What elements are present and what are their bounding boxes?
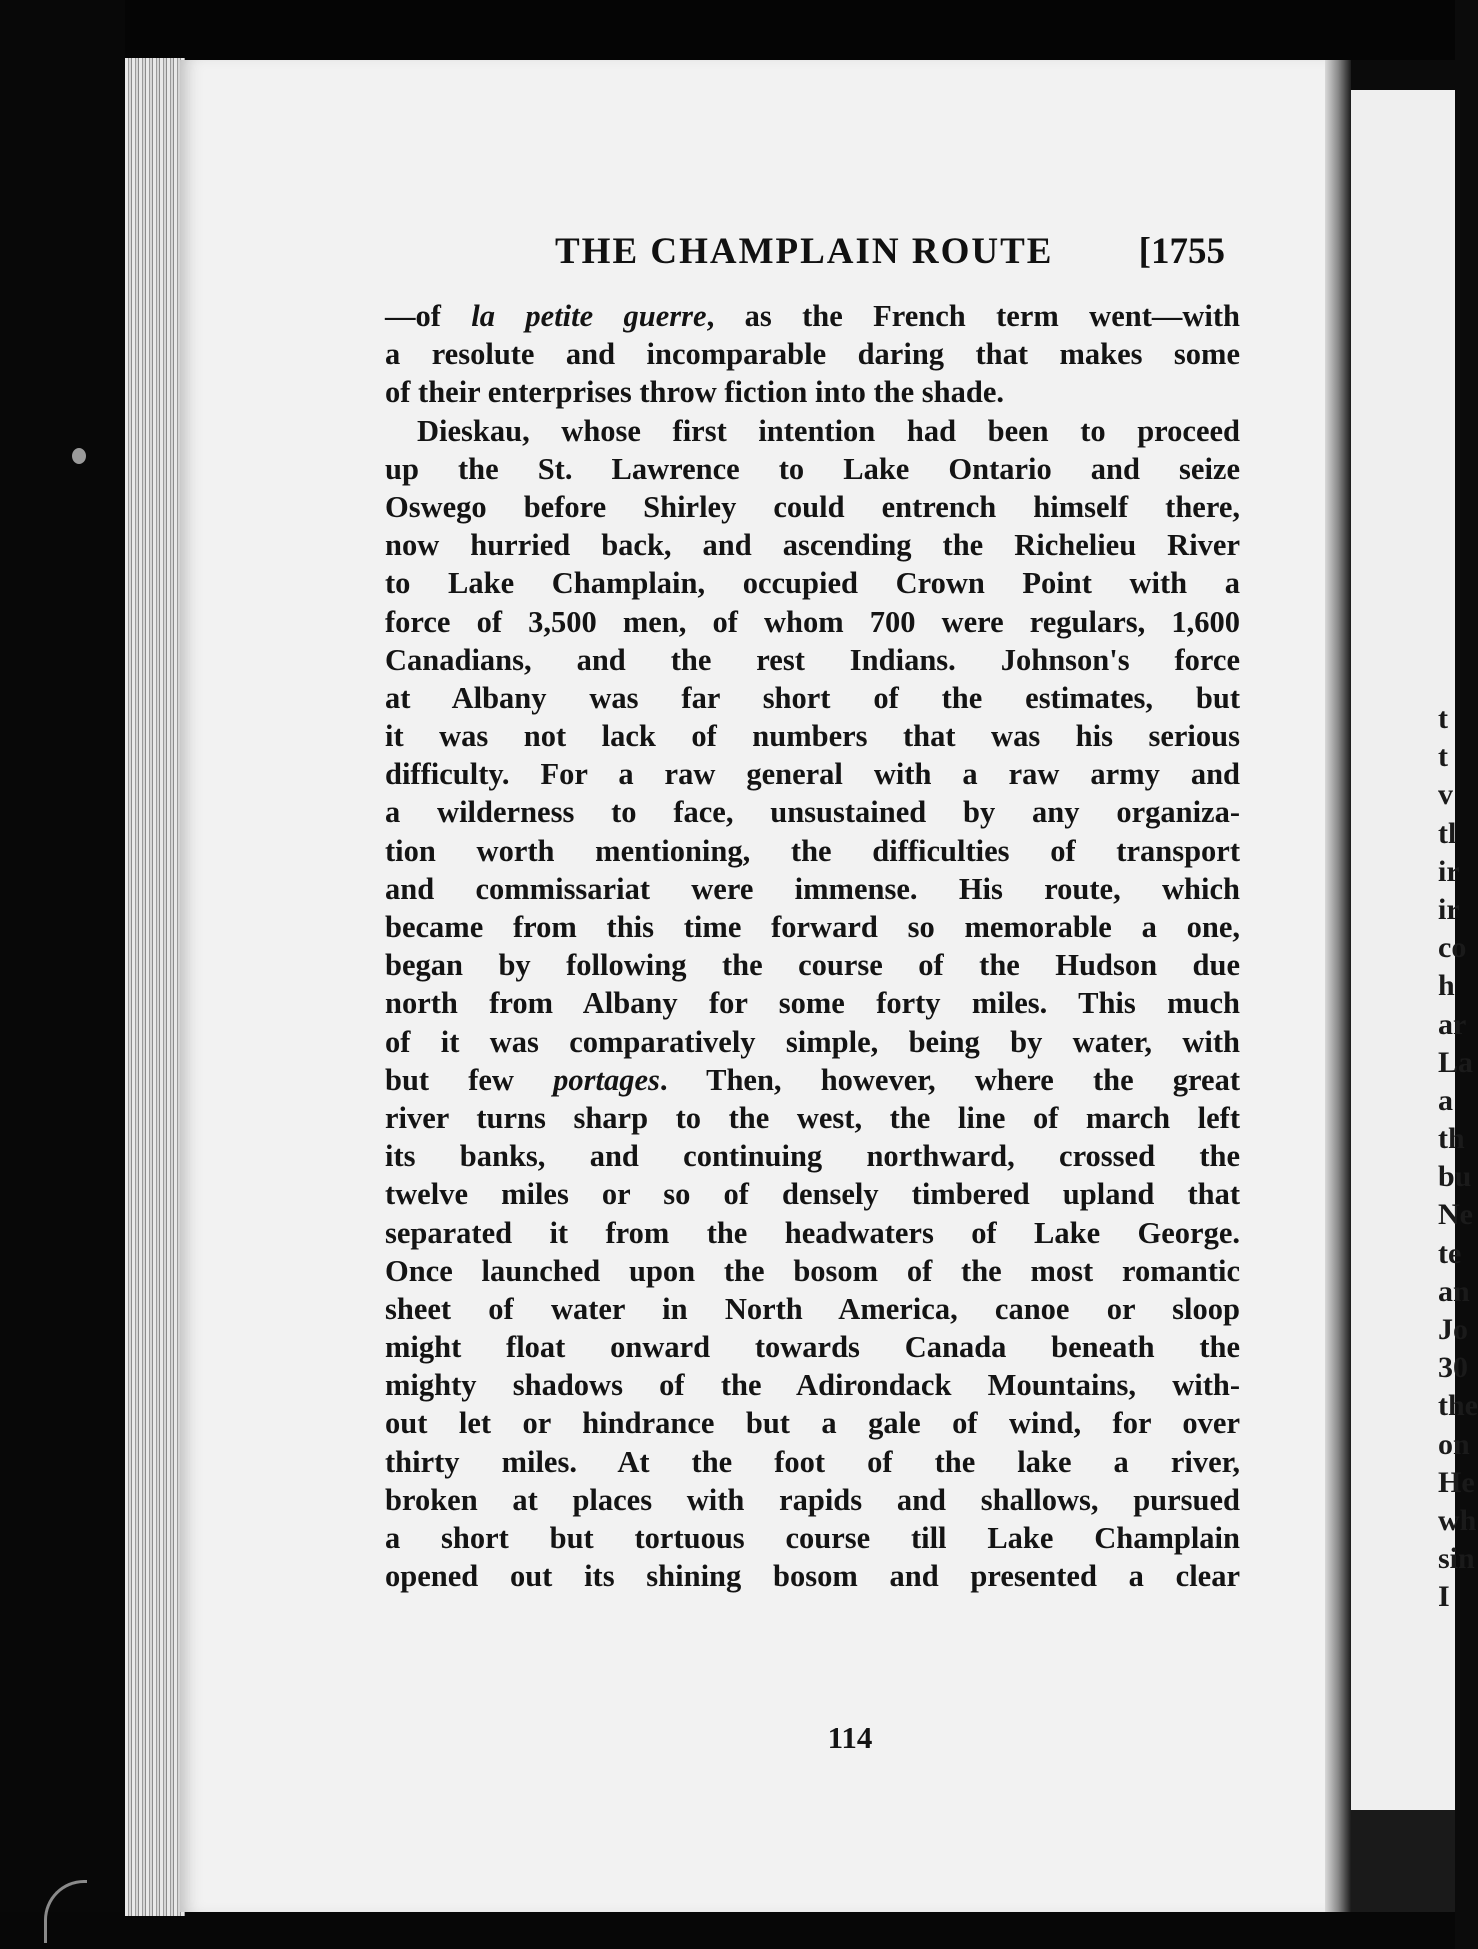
facing-page-fragment: v: [1438, 778, 1453, 812]
facing-page-fragment: a: [1438, 1083, 1453, 1117]
text-line: north from Albany for some forty miles. This much: [385, 986, 1240, 1021]
facing-page-fragment: tl: [1438, 816, 1457, 850]
text-line: up the St. Lawrence to Lake Ontario and seize: [385, 451, 1240, 486]
body-text: [385, 297, 1240, 1595]
facing-page-fragment: ar: [1438, 1007, 1467, 1041]
facing-page-fragment: te: [1438, 1236, 1462, 1270]
text-line: difficulty. For a raw general with a raw army and: [385, 757, 1240, 792]
facing-page-fragment: Ne: [1438, 1198, 1473, 1232]
facing-page-fragment: h: [1438, 969, 1455, 1003]
text-line: now hurried back, and ascending the Richelieu River: [385, 528, 1240, 563]
facing-page-fragment: co: [1438, 931, 1467, 965]
text-line: to Lake Champlain, occupied Crown Point with a: [385, 566, 1240, 601]
text-line: Once launched upon the bosom of the most romantic: [385, 1253, 1240, 1288]
facing-page-text-fragments: [1438, 700, 1478, 1617]
facing-page-fragment: an: [1438, 1274, 1470, 1308]
scan-bottom-background: [0, 1912, 1455, 1949]
facing-page-fragment: sin: [1438, 1542, 1475, 1576]
scan-left-background: [0, 0, 125, 1949]
text-line: thirty miles. At the foot of the lake a river,: [385, 1444, 1240, 1479]
text-line: a resolute and incomparable daring that makes some: [385, 337, 1240, 372]
text-line: of it was comparatively simple, being by water, with: [385, 1024, 1240, 1059]
text-line: opened out its shining bosom and presented a clear: [385, 1559, 1240, 1594]
text-line: it was not lack of numbers that was his serious: [385, 719, 1240, 754]
facing-page-fragment: bu: [1438, 1160, 1472, 1194]
text-line: broken at places with rapids and shallows, pursued: [385, 1482, 1240, 1517]
text-line: at Albany was far short of the estimates, but: [385, 680, 1240, 715]
dust-speck: [72, 448, 86, 464]
text-line: twelve miles or so of densely timbered upland that: [385, 1177, 1240, 1212]
text-line: sheet of water in North America, canoe or sloop: [385, 1291, 1240, 1326]
text-line: began by following the course of the Hudson due: [385, 948, 1240, 983]
facing-page-fragment: ir: [1438, 892, 1460, 926]
facing-page-fragment: 30: [1438, 1351, 1468, 1385]
text-line: became from this time forward so memorable a one,: [385, 910, 1240, 944]
book-page-edges: [125, 58, 185, 1916]
facing-page-fragment: ir: [1438, 854, 1460, 888]
facing-page-shadow: [1351, 1810, 1455, 1912]
text-line: —of la petite guerre, as the French term went—with: [385, 299, 1240, 333]
facing-page-fragment: I: [1438, 1580, 1450, 1614]
page-number: 114: [827, 1720, 873, 1755]
text-line: Oswego before Shirley could entrench himself there,: [385, 489, 1240, 524]
text-line: mighty shadows of the Adirondack Mountains, with-: [385, 1368, 1240, 1403]
running-head-year: [1755: [1138, 231, 1225, 272]
facing-page-fragment: wh: [1438, 1503, 1477, 1537]
text-line: might float onward towards Canada beneath the: [385, 1330, 1240, 1365]
text-line: of their enterprises throw fiction into the shade.: [385, 375, 1004, 410]
facing-page-fragment: t: [1438, 740, 1448, 774]
text-line: separated it from the headwaters of Lake George.: [385, 1215, 1240, 1250]
text-line: but few portages. Then, however, where the great: [385, 1062, 1240, 1097]
scan-top-background: [0, 0, 1455, 60]
text-line: and commissariat were immense. His route, which: [385, 871, 1240, 906]
facing-page-fragment: t: [1438, 702, 1448, 735]
text-line: Dieskau, whose first intention had been to proceed: [417, 413, 1240, 448]
text-line: river turns sharp to the west, the line of march left: [385, 1100, 1240, 1135]
facing-page-fragment: th: [1438, 1122, 1465, 1156]
text-line: force of 3,500 men, of whom 700 were regulars, 1,600: [385, 604, 1240, 639]
book-gutter: [1325, 60, 1351, 1912]
text-line: its banks, and continuing northward, crossed the: [385, 1139, 1240, 1174]
text-line: a short but tortuous course till Lake Champlain: [385, 1521, 1240, 1555]
text-line: out let or hindrance but a gale of wind, for over: [385, 1406, 1240, 1441]
text-line: Canadians, and the rest Indians. Johnson's force: [385, 642, 1240, 677]
facing-page-fragment: La: [1438, 1045, 1474, 1079]
running-head-title: THE CHAMPLAIN ROUTE: [555, 231, 1054, 272]
text-line: a wilderness to face, unsustained by any organiza-: [385, 795, 1240, 830]
facing-page-fragment: Jo: [1438, 1313, 1468, 1346]
facing-page-fragment: on: [1438, 1427, 1470, 1461]
facing-page-fragment: the: [1438, 1389, 1478, 1423]
facing-page-fragment: He: [1438, 1465, 1475, 1499]
text-line: tion worth mentioning, the difficulties of transport: [385, 833, 1240, 868]
running-head: [555, 230, 1235, 280]
